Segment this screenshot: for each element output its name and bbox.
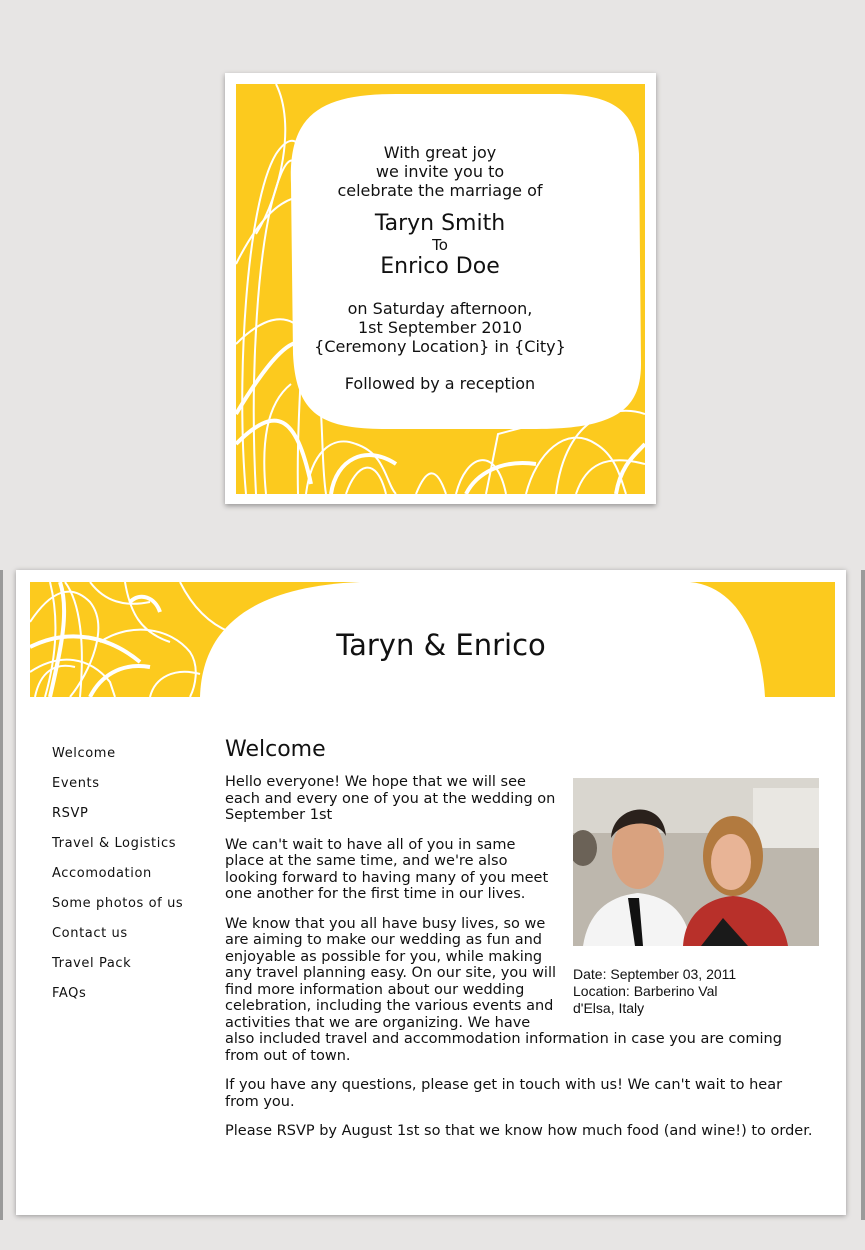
nav-item-rsvp[interactable]: RSVP [52, 806, 89, 821]
nav-item-travel-logistics[interactable]: Travel & Logistics [52, 836, 177, 851]
paragraph-together: We can't wait to have all of you in same place at the same time, and we're also looking forward to having many of you meet one another for the first time in our lives. [225, 836, 549, 902]
ceremony-date: 1st September 2010 [357, 318, 523, 337]
page-heading: Welcome [225, 737, 326, 762]
nav-item-faqs[interactable]: FAQs [52, 986, 87, 1001]
paragraph-plans: We know that you all have busy lives, so we are aiming to make our wedding as fun and enjoyable as possible for you, while making any travel planning easy. On our site, you will find more information about our wedding celebration, including the various events and activities that we are organizing. We have also included travel and accommodation information in case you are coming from out of town. [225, 915, 782, 1064]
to-word: To [432, 236, 448, 254]
right-edge-divider [861, 570, 865, 1220]
bride-name: Taryn Smith [374, 211, 506, 236]
nav-item-contact[interactable]: Contact us [52, 926, 128, 941]
wedding-website [16, 570, 846, 1215]
invite-line-3: celebrate the marriage of [337, 181, 543, 200]
reception-note: Followed by a reception [344, 374, 536, 393]
sidebar-nav [52, 746, 183, 1016]
invitation-text [285, 143, 595, 393]
photo-block [573, 778, 819, 1017]
wedding-location: Location: Barberino Val d'Elsa, Italy [573, 983, 718, 1016]
invite-line-1: With great joy [383, 143, 497, 162]
wedding-date: Date: September 03, 2011 [573, 966, 737, 982]
groom-name: Enrico Doe [380, 254, 500, 279]
nav-item-photos[interactable]: Some photos of us [52, 896, 184, 911]
ceremony-day: on Saturday afternoon, [347, 299, 533, 318]
site-title: Taryn & Enrico [336, 628, 546, 662]
nav-item-events[interactable]: Events [52, 776, 100, 791]
couple-photo [573, 778, 819, 946]
nav-item-travel-pack[interactable]: Travel Pack [52, 956, 132, 971]
invite-line-2: we invite you to [375, 162, 505, 181]
nav-item-accomodation[interactable]: Accomodation [52, 866, 152, 881]
main-content [225, 736, 819, 1153]
left-edge-divider [0, 570, 3, 1220]
paragraph-rsvp: Please RSVP by August 1st so that we know how much food (and wine!) to order. [225, 1123, 813, 1139]
ceremony-location: {Ceremony Location} in {City} [314, 337, 566, 356]
invitation-card [225, 73, 656, 504]
couple-photo-image [573, 778, 819, 946]
paragraph-intro: Hello everyone! We hope that we will see each and every one of you at the wedding on September 1st [225, 774, 556, 823]
photo-caption [573, 966, 753, 1017]
paragraph-questions: If you have any questions, please get in touch with us! We can't wait to hear from you. [225, 1077, 783, 1110]
nav-item-welcome[interactable]: Welcome [52, 746, 116, 761]
